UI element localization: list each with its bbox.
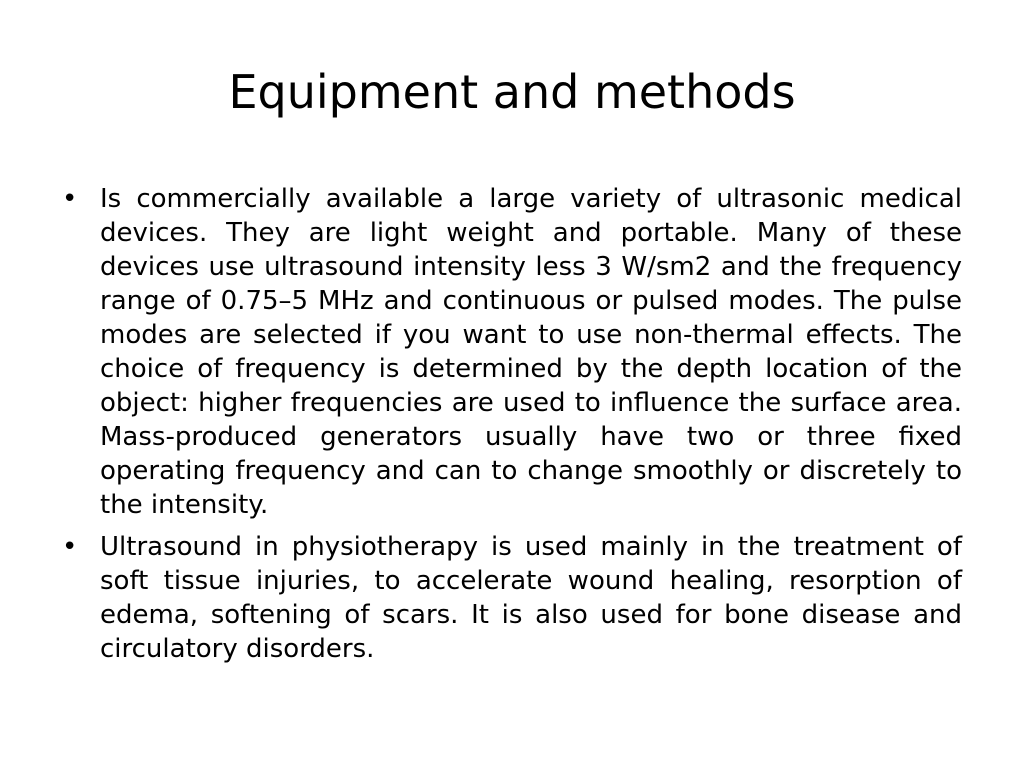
- bullet-marker: •: [62, 184, 78, 214]
- slide-title: Equipment and methods: [228, 65, 796, 119]
- bullet-text: Is commercially available a large variety of ultrasonic medical devices. They are light weight and portable. Many of these devices use ultrasound intensity less 3 W/sm2 and the frequency range of 0.75–5 MHz and continuous or pulsed modes. The pulse modes are selected if you want to use non-thermal effects. The choice of frequency is determined by the depth location of the object: higher frequencies are used to influence the surface area. Mass-produced generators usually have two or three fixed operating frequency and can to change smoothly or discretely to the intensity.: [100, 184, 962, 520]
- bullet-item: [62, 530, 962, 666]
- bullet-item: [62, 182, 962, 522]
- bullet-list: [62, 182, 962, 674]
- bullet-text: Ultrasound in physiotherapy is used mainly in the treatment of soft tissue injuries, to accelerate wound healing, resorption of edema, softening of scars. It is also used for bone disease and circulatory disorders.: [100, 532, 962, 664]
- bullet-marker: •: [62, 532, 78, 562]
